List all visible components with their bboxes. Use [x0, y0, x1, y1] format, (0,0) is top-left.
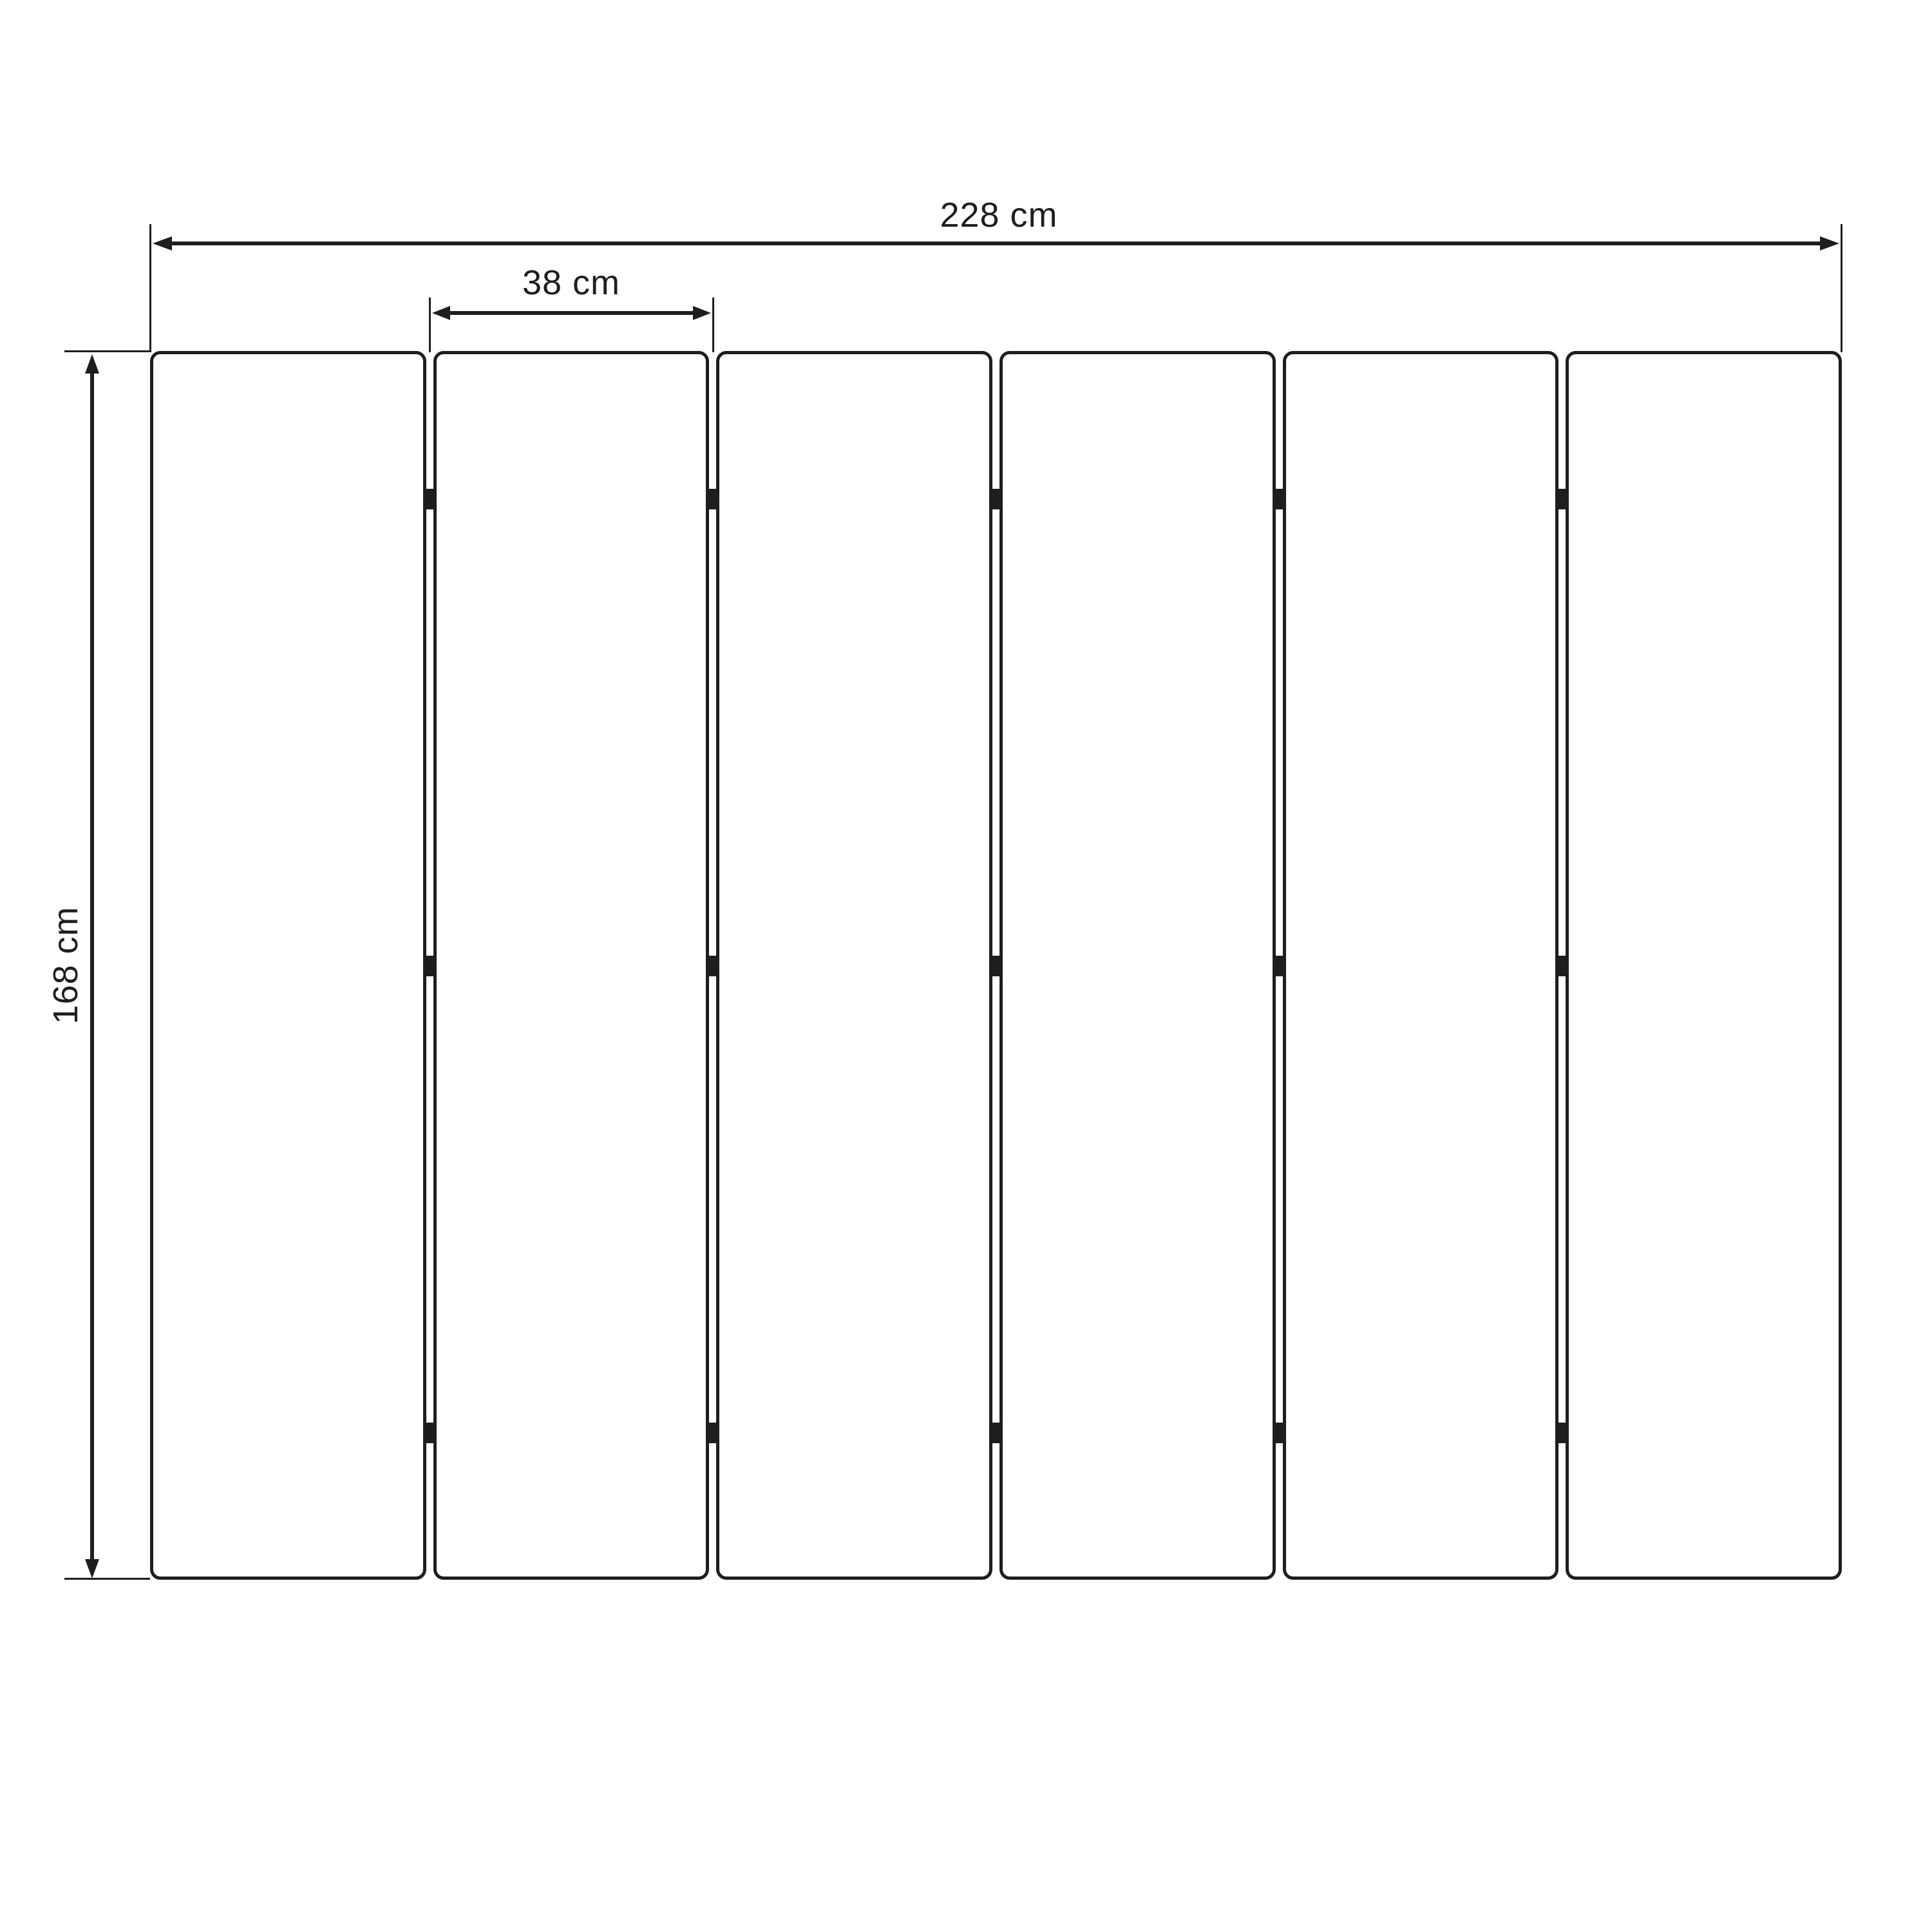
hinge-mark: [426, 1423, 433, 1443]
hinge-mark: [709, 489, 717, 509]
hinge-mark: [709, 956, 717, 976]
hinge-mark: [1558, 956, 1566, 976]
hinge-mark: [1275, 1423, 1283, 1443]
panel-6: [1566, 351, 1842, 1580]
hinge-mark: [992, 956, 1000, 976]
dimension-line: [446, 311, 697, 315]
extension-line: [64, 1578, 150, 1580]
hinge-mark: [1558, 1423, 1566, 1443]
panel-4: [999, 351, 1276, 1580]
hinge-mark: [709, 1423, 717, 1443]
dimension-label-total-height: 168 cm: [46, 906, 85, 1025]
hinge-mark: [426, 489, 433, 509]
dimension-label-total-width: 228 cm: [940, 196, 1058, 234]
panel-3: [716, 351, 992, 1580]
dimension-line: [90, 368, 94, 1564]
hinge-mark: [1275, 956, 1283, 976]
hinge-mark: [992, 1423, 1000, 1443]
hinge-mark: [1275, 489, 1283, 509]
dimension-line: [167, 242, 1824, 245]
panel-1: [150, 351, 426, 1580]
extension-line: [712, 298, 714, 352]
panel-5: [1283, 351, 1559, 1580]
panel-2: [433, 351, 710, 1580]
extension-line: [149, 224, 151, 352]
hinge-mark: [1558, 489, 1566, 509]
hinge-mark: [992, 489, 1000, 509]
extension-line: [64, 350, 150, 352]
extension-line: [1841, 224, 1842, 352]
hinge-mark: [426, 956, 433, 976]
dimension-label-panel-width: 38 cm: [522, 263, 621, 302]
extension-line: [429, 298, 431, 352]
